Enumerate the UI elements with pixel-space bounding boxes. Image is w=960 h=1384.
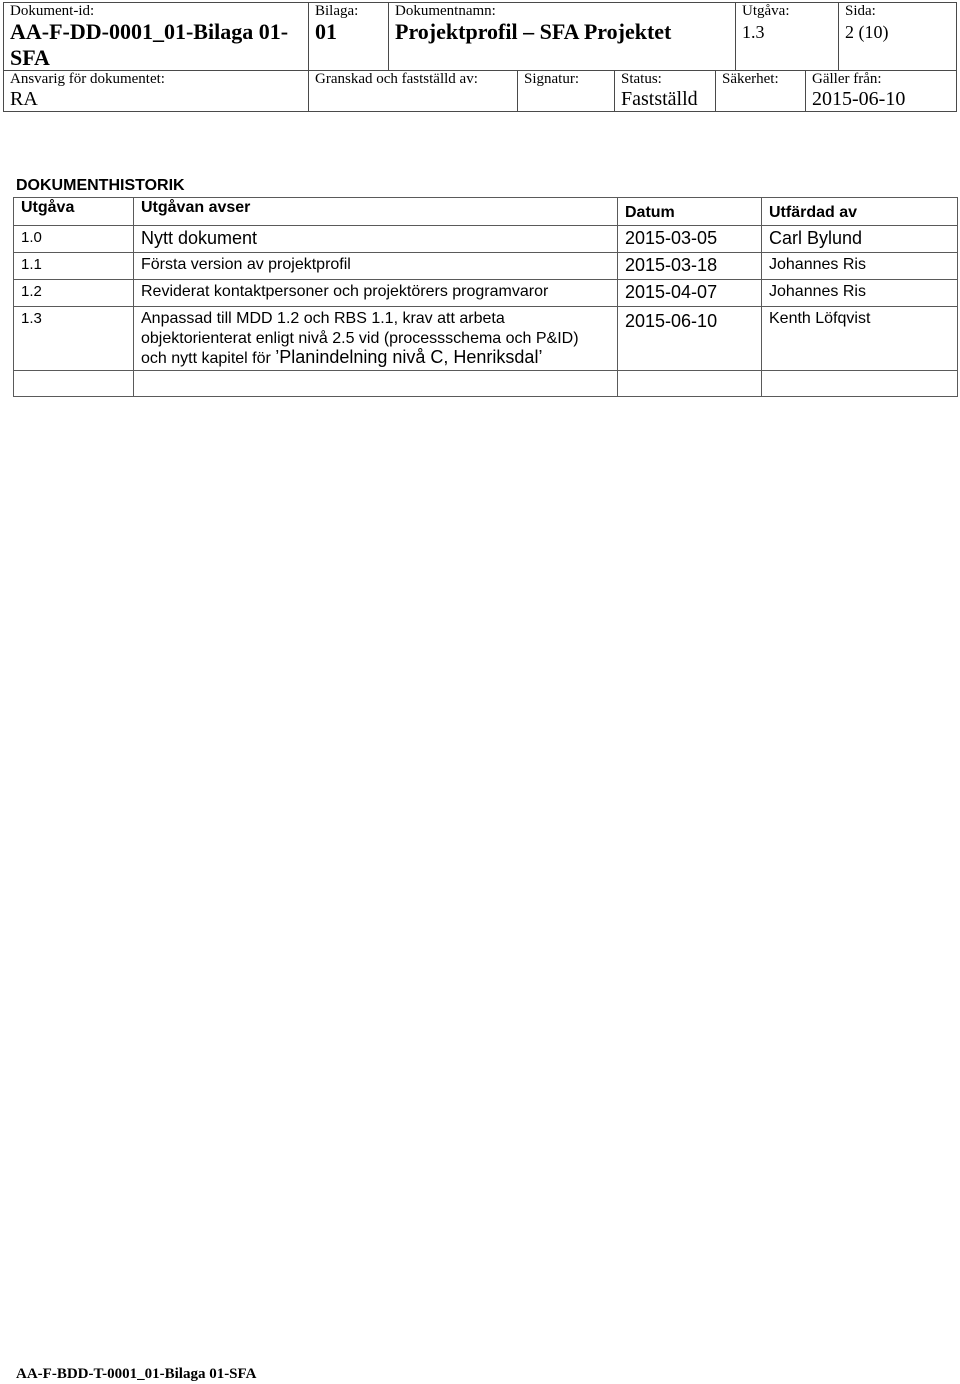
version-cell: 1.1 xyxy=(14,253,134,280)
empty-cell xyxy=(618,371,762,397)
attachment-cell xyxy=(309,3,389,71)
table-row xyxy=(14,253,958,280)
version-cell: 1.2 xyxy=(14,280,134,307)
issued-by-cell: Carl Bylund xyxy=(762,226,958,253)
footer-document-code: AA-F-BDD-T-0001_01-Bilaga 01-SFA xyxy=(16,1366,257,1382)
edition-label: Utgåva: xyxy=(742,3,790,19)
security-label: Säkerhet: xyxy=(722,71,779,87)
version-cell: 1.3 xyxy=(14,307,134,371)
attachment-label: Bilaga: xyxy=(315,3,359,19)
date-cell: 2015-04-07 xyxy=(618,280,762,307)
responsible-label: Ansvarig för dokumentet: xyxy=(10,71,165,87)
description-line-3 xyxy=(141,348,617,369)
edition-cell xyxy=(736,3,839,71)
empty-cell xyxy=(762,371,958,397)
issued-by-cell: Johannes Ris xyxy=(762,253,958,280)
page-number-label: Sida: xyxy=(845,3,876,19)
document-id-cell xyxy=(4,3,309,71)
document-name-value: Projektprofil – SFA Projektet xyxy=(395,19,672,44)
table-row xyxy=(14,226,958,253)
status-cell xyxy=(615,71,716,111)
chapter-title-quote: ’Planindelning nivå C, Henriksdal’ xyxy=(275,347,543,367)
column-header-description: Utgåvan avser xyxy=(134,198,618,226)
description-line-1: Anpassad till MDD 1.2 och RBS 1.1, krav att arbeta xyxy=(141,310,505,327)
responsible-value: RA xyxy=(10,88,38,110)
valid-from-label: Gäller från: xyxy=(812,71,882,87)
description-cell: Nytt dokument xyxy=(134,226,618,253)
valid-from-value: 2015-06-10 xyxy=(812,88,906,110)
empty-cell xyxy=(14,371,134,397)
version-cell: 1.0 xyxy=(14,226,134,253)
column-header-version: Utgåva xyxy=(14,198,134,226)
document-name-cell xyxy=(389,3,736,71)
status-label: Status: xyxy=(621,71,662,87)
history-header-row xyxy=(14,198,958,226)
description-cell xyxy=(134,307,618,371)
empty-cell xyxy=(134,371,618,397)
description-cell: Reviderat kontaktpersoner och projektörers programvaror xyxy=(134,280,618,307)
document-id-label: Dokument-id: xyxy=(10,3,95,19)
description-line-2: objektorienterat enligt nivå 2.5 vid (processschema och P&ID) xyxy=(141,329,579,347)
table-row xyxy=(14,280,958,307)
issued-by-cell: Johannes Ris xyxy=(762,280,958,307)
column-header-issued-by: Utfärdad av xyxy=(762,198,958,226)
reviewed-by-cell xyxy=(309,71,518,111)
reviewed-by-label: Granskad och fastställd av: xyxy=(315,71,478,87)
responsible-cell xyxy=(4,71,309,111)
empty-row xyxy=(14,371,958,397)
description-cell: Första version av projektprofil xyxy=(134,253,618,280)
document-id-value-line-1: AA-F-DD-0001_01-Bilaga 01- xyxy=(10,19,289,44)
signature-cell xyxy=(518,71,615,111)
table-row xyxy=(14,307,958,371)
edition-value: 1.3 xyxy=(742,22,765,42)
document-name-label: Dokumentnamn: xyxy=(395,3,496,19)
attachment-value: 01 xyxy=(315,19,337,44)
column-header-date: Datum xyxy=(618,198,762,226)
security-cell xyxy=(716,71,806,111)
date-cell: 2015-03-05 xyxy=(618,226,762,253)
page-number-value: 2 (10) xyxy=(845,22,889,42)
description-line-3-prefix: och nytt kapitel för xyxy=(141,350,271,367)
signature-label: Signatur: xyxy=(524,71,579,87)
date-cell: 2015-06-10 xyxy=(618,307,762,371)
document-header xyxy=(3,2,957,112)
issued-by-cell: Kenth Löfqvist xyxy=(762,307,958,371)
valid-from-cell xyxy=(806,71,956,111)
history-table xyxy=(13,197,958,397)
date-cell: 2015-03-18 xyxy=(618,253,762,280)
status-value: Fastställd xyxy=(621,88,698,110)
document-id-value-line-2: SFA xyxy=(10,45,50,70)
page-number-cell xyxy=(839,3,956,71)
history-title: DOKUMENTHISTORIK xyxy=(16,177,185,194)
